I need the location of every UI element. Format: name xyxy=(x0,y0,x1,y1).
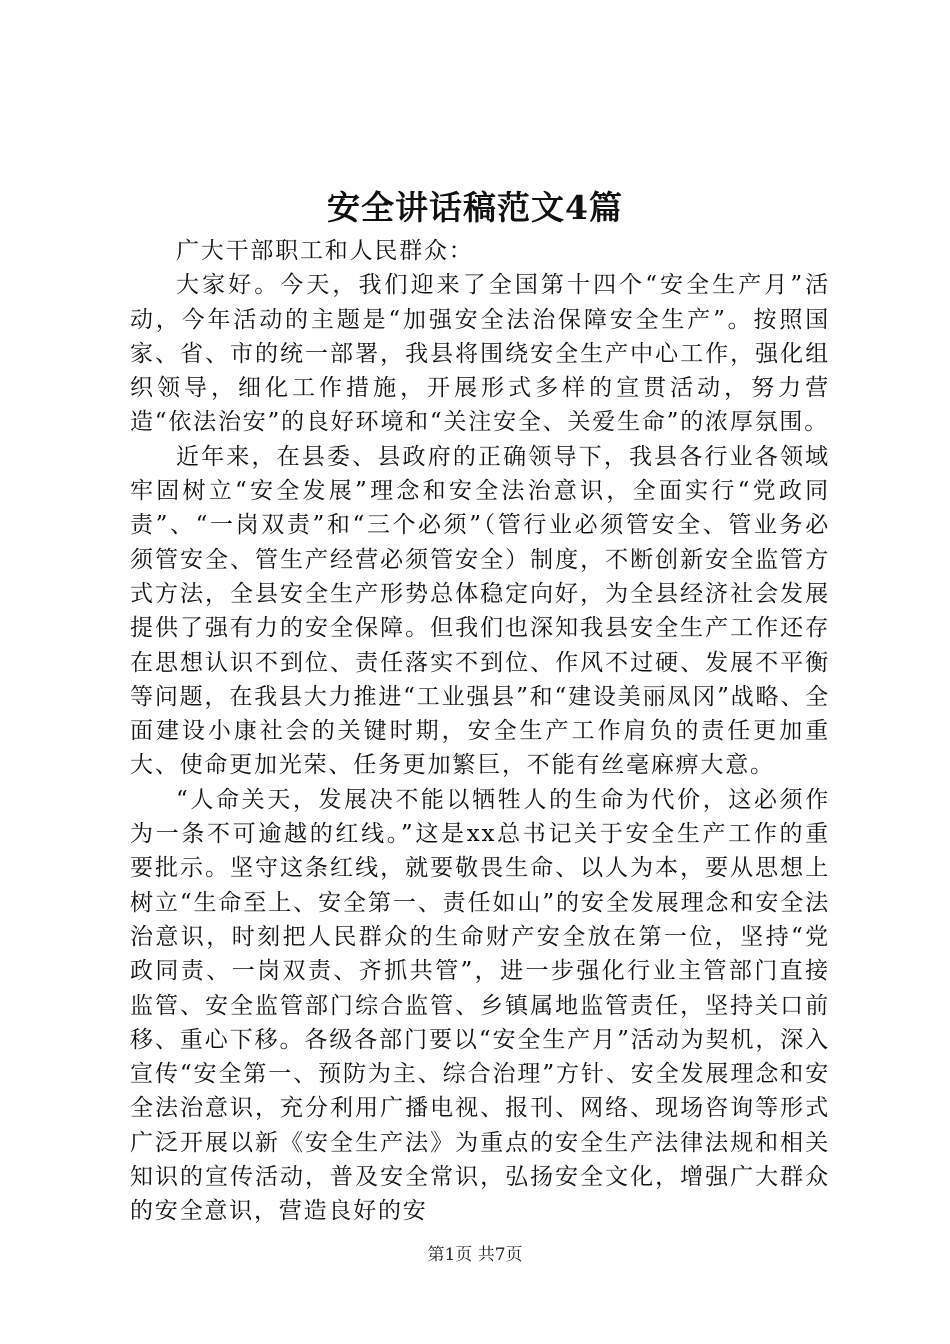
document-body xyxy=(130,234,830,1229)
salutation: 广大干部职工和人民群众： xyxy=(176,238,474,264)
page-footer: 第1页 共7页 xyxy=(427,1245,523,1265)
paragraph-3: “人命关天，发展决不能以牺牲人的生命为代价，这必须作为一条不可逾越的红线。”这是xx总书记关于安全生产工作的重要批示。坚守这条红线，就要敬畏生命、以人为本，要从思想上树立“生命至上、安全第一、责任如山”的安全发展理念和安全法治意识，时刻把人民群众的生命财产安全放在第一位，坚持“党政同责、一岗双责、齐抓共管”，进一步强化行业主管部门直接监管、安全监管部门综合监管、乡镇属地监管责任，坚持关口前移、重心下移。各级各部门要以“安全生产月”活动为契机，深入宣传“安全第一、预防为主、综合治理”方针、安全发展理念和安全法治意识，充分利用广播电视、报刊、网络、现场咨询等形式广泛开展以新《安全生产法》为重点的安全生产法律法规和相关知识的宣传活动，普及安全常识，弘扬安全文化，增强广大群众的安全意识，营造良好的安 xyxy=(130,786,830,1225)
paragraph-1: 大家好。今天，我们迎来了全国第十四个“安全生产月”活动，今年活动的主题是“加强安全法治保障安全生产”。按照国家、省、市的统一部署，我县将围绕安全生产中心工作，强化组织领导，细化工作措施，开展形式多样的宣贯活动，努力营造“依法治安”的良好环境和“关注安全、关爱生命”的浓厚氛围。 xyxy=(130,272,830,436)
document-title: 安全讲话稿范文4篇 xyxy=(327,188,623,227)
paragraph-2: 近年来，在县委、县政府的正确领导下，我县各行业各领域牢固树立“安全发展”理念和安全法治意识，全面实行“党政同责”、“一岗双责”和“三个必须”（管行业必须管安全、管业务必须管安全、管生产经营必须管安全）制度，不断创新安全监管方式方法，全县安全生产形势总体稳定向好，为全县经济社会发展提供了强有力的安全保障。但我们也深知我县安全生产工作还存在思想认识不到位、责任落实不到位、作风不过硬、发展不平衡等问题，在我县大力推进“工业强县”和“建设美丽凤冈”战略、全面建设小康社会的关键时期，安全生产工作肩负的责任更加重大、使命更加光荣、任务更加繁巨，不能有丝毫麻痹大意。 xyxy=(130,443,830,779)
